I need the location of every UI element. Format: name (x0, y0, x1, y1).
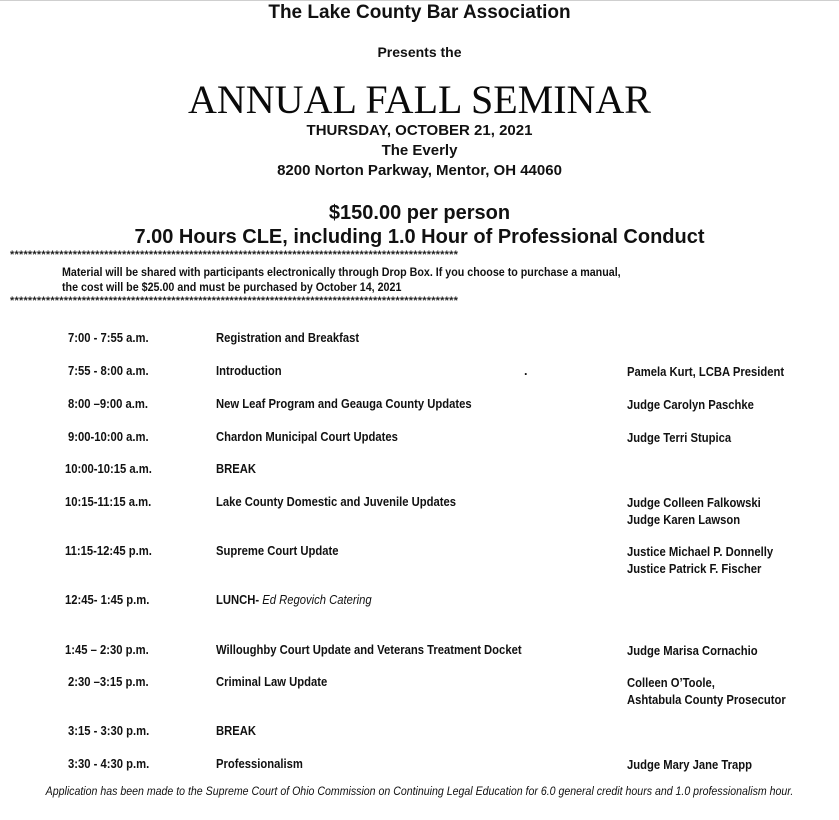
topic-text: Registration and Breakfast (216, 331, 360, 345)
schedule-row (0, 593, 839, 609)
session-speaker: Judge Marisa Cornachio (627, 644, 758, 658)
session-topic (216, 364, 282, 378)
session-topic (216, 593, 372, 607)
schedule-row (0, 724, 839, 740)
schedule-row (0, 331, 839, 347)
accreditation-note: Application has been made to the Supreme Court of Ohio Commission on Continuing Legal Education for 6.0 general credit hours and 1.0 professionalism hour. (45, 786, 794, 798)
schedule-row (0, 544, 839, 576)
topic-text: Criminal Law Update (216, 675, 328, 689)
session-time: 11:15-12:45 p.m. (65, 544, 152, 558)
topic-text: Introduction (216, 364, 282, 378)
session-time: 1:45 – 2:30 p.m. (65, 643, 149, 657)
stray-dot: . (524, 364, 528, 378)
session-speaker (627, 495, 761, 529)
session-topic (216, 331, 359, 345)
session-time: 2:30 –3:15 p.m. (68, 675, 149, 689)
schedule-row (0, 643, 839, 659)
topic-text: BREAK (216, 462, 257, 476)
session-speaker: Judge Terri Stupica (627, 431, 732, 445)
divider-top: **************************************************************************************************** (10, 249, 459, 261)
price: $150.00 per person (328, 202, 511, 224)
session-time: 12:45- 1:45 p.m. (65, 593, 150, 607)
session-topic (216, 397, 472, 411)
schedule-row (0, 495, 839, 527)
divider-bottom: **************************************************************************************************** (10, 295, 459, 307)
top-border (0, 0, 839, 1)
topic-text: Lake County Domestic and Juvenile Updates (216, 495, 457, 509)
topic-text: Chardon Municipal Court Updates (216, 430, 398, 444)
session-topic (216, 430, 398, 444)
session-speaker: Pamela Kurt, LCBA President (627, 365, 785, 379)
session-time: 3:30 - 4:30 p.m. (68, 757, 150, 771)
session-time: 8:00 –9:00 a.m. (68, 397, 149, 411)
session-topic (216, 495, 456, 509)
topic-text: Supreme Court Update (216, 544, 339, 558)
organization-name: The Lake County Bar Association (268, 2, 571, 23)
session-time: 7:00 - 7:55 a.m. (68, 331, 149, 345)
session-time: 10:00-10:15 a.m. (65, 462, 152, 476)
topic-text: New Leaf Program and Geauga County Updates (216, 397, 472, 411)
session-topic (216, 643, 522, 657)
venue-name: The Everly (381, 142, 458, 159)
speaker-1: Judge Colleen Falkowski (627, 496, 761, 510)
schedule-row (0, 675, 839, 707)
schedule-row (0, 462, 839, 478)
notice-line-2: the cost will be $25.00 and must be purchased by October 14, 2021 (62, 282, 402, 294)
caterer-name: Ed Regovich Catering (262, 593, 372, 607)
session-speaker (627, 675, 786, 709)
schedule-row (0, 430, 839, 446)
schedule-row (0, 364, 839, 380)
speaker-2: Ashtabula County Prosecutor (627, 693, 786, 707)
session-topic (216, 544, 339, 558)
presents-label: Presents the (377, 44, 462, 60)
session-time: 9:00-10:00 a.m. (68, 430, 149, 444)
speaker-2: Judge Karen Lawson (627, 513, 741, 527)
topic-text: BREAK (216, 724, 257, 738)
cle-hours: 7.00 Hours CLE, including 1.0 Hour of Professional Conduct (134, 226, 705, 248)
speaker-2: Justice Patrick F. Fischer (627, 562, 762, 576)
session-topic (216, 724, 256, 738)
session-time: 3:15 - 3:30 p.m. (68, 724, 150, 738)
session-time: 7:55 - 8:00 a.m. (68, 364, 149, 378)
session-topic (216, 675, 327, 689)
seminar-title: ANNUAL FALL SEMINAR (188, 77, 651, 122)
session-speaker: Judge Carolyn Paschke (627, 398, 754, 412)
seminar-date: THURSDAY, OCTOBER 21, 2021 (306, 122, 533, 139)
session-topic (216, 462, 256, 476)
session-speaker: Judge Mary Jane Trapp (627, 758, 753, 772)
session-speaker (627, 544, 773, 578)
speaker-1: Justice Michael P. Donnelly (627, 545, 774, 559)
venue-address: 8200 Norton Parkway, Mentor, OH 44060 (277, 162, 562, 179)
topic-text: Willoughby Court Update and Veterans Treatment Docket (216, 643, 522, 657)
schedule-row (0, 397, 839, 413)
speaker-1: Colleen O’Toole, (627, 676, 715, 690)
topic-text: Professionalism (216, 757, 303, 771)
session-time: 10:15-11:15 a.m. (65, 495, 152, 509)
topic-text: LUNCH- (216, 593, 263, 607)
session-topic (216, 757, 303, 771)
schedule-row (0, 757, 839, 773)
notice-line-1: Material will be shared with participants electronically through Drop Box. If you choose to purchase a manual, (62, 267, 621, 279)
